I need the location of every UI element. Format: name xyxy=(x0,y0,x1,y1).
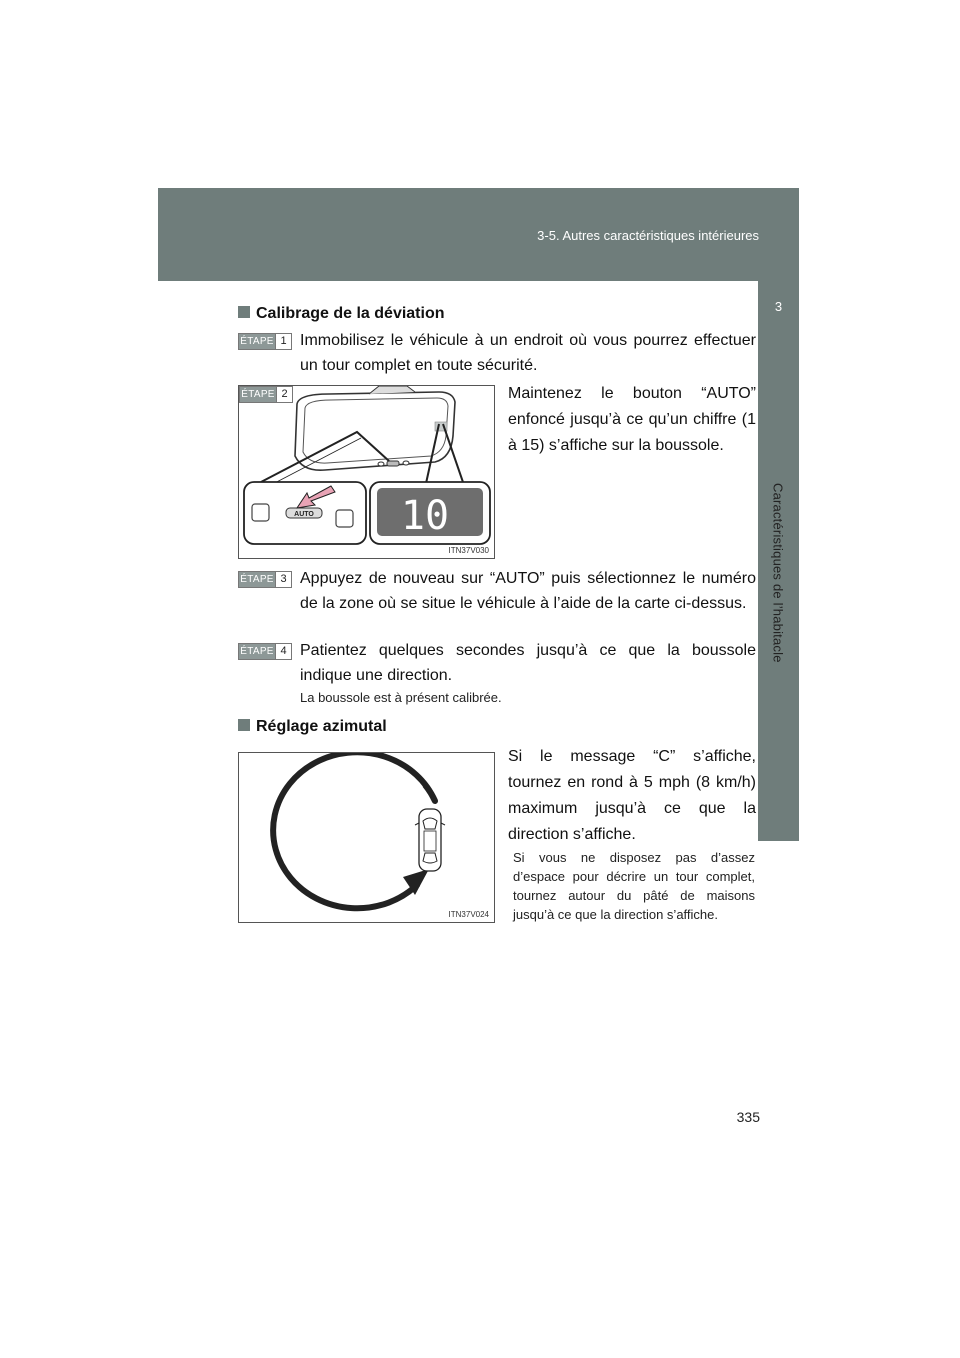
chapter-side-tab xyxy=(758,281,799,841)
step-4-text: Patientez quelques secondes jusqu’à ce que la boussole indique une direction. xyxy=(300,642,756,684)
page-header xyxy=(158,188,799,281)
step-word: ÉTAPE xyxy=(240,646,274,657)
step-badge-3 xyxy=(238,571,292,588)
step-badge-4 xyxy=(238,643,292,660)
step-3-text: Appuyez de nouveau sur “AUTO” puis sélectionnez le numéro de la zone où se situe le véhicule à l’aide de la carte ci-dessus. xyxy=(300,570,756,612)
figure-mirror-auto-button xyxy=(238,385,495,559)
heading-square-icon xyxy=(238,306,250,318)
step-1-text: Immobilisez le véhicule à un endroit où vous pourrez effectuer un tour complet en toute sécurité. xyxy=(300,332,756,374)
step-word: ÉTAPE xyxy=(240,574,274,585)
compass-display-value: 10 xyxy=(400,493,450,539)
chapter-title-wrap xyxy=(763,323,793,823)
car-icon xyxy=(415,809,445,871)
page-number: 335 xyxy=(736,1109,760,1125)
step-2-text: Maintenez le bouton “AUTO” enfoncé jusqu’à ce qu’un chiffre (1 à 15) s’affiche sur la boussole. xyxy=(508,385,756,454)
step-badge-1 xyxy=(238,333,292,350)
azimuth-note: Si vous ne disposez pas d’assez d’espace pour décrire un tour complet, tournez autour du pâté de maisons jusqu’à ce que la direction s’affiche. xyxy=(513,850,755,922)
step-word: ÉTAPE xyxy=(240,336,274,347)
mirror-illustration xyxy=(239,386,495,559)
step-word: ÉTAPE xyxy=(241,389,275,400)
section-heading-text: Réglage azimutal xyxy=(256,718,387,735)
step-number: 2 xyxy=(276,387,292,402)
chapter-title: Caractéristiques de l’habitacle xyxy=(770,483,786,663)
azimuth-instruction-text: Si le message “C” s’affiche, tournez en rond à 5 mph (8 km/h) maximum jusqu’à ce que la direction s’affiche. xyxy=(508,748,756,843)
step-number: 4 xyxy=(275,644,291,659)
figure-code: ITN37V024 xyxy=(448,910,489,919)
heading-square-icon xyxy=(238,719,250,731)
step-number: 3 xyxy=(275,572,291,587)
circle-driving-illustration xyxy=(239,753,495,923)
step-number: 1 xyxy=(275,334,291,349)
figure-code: ITN37V030 xyxy=(448,546,489,555)
section-heading-azimuth xyxy=(238,718,387,736)
section-heading-calibration xyxy=(238,305,445,323)
figure-circle-driving xyxy=(238,752,495,923)
auto-button-label: AUTO xyxy=(294,511,314,518)
section-heading-text: Calibrage de la déviation xyxy=(256,305,445,322)
step-4-note: La boussole est à présent calibrée. xyxy=(300,690,502,705)
chapter-number: 3 xyxy=(774,299,783,314)
section-title: 3-5. Autres caractéristiques intérieures xyxy=(537,228,759,243)
step-badge-2 xyxy=(239,386,293,403)
